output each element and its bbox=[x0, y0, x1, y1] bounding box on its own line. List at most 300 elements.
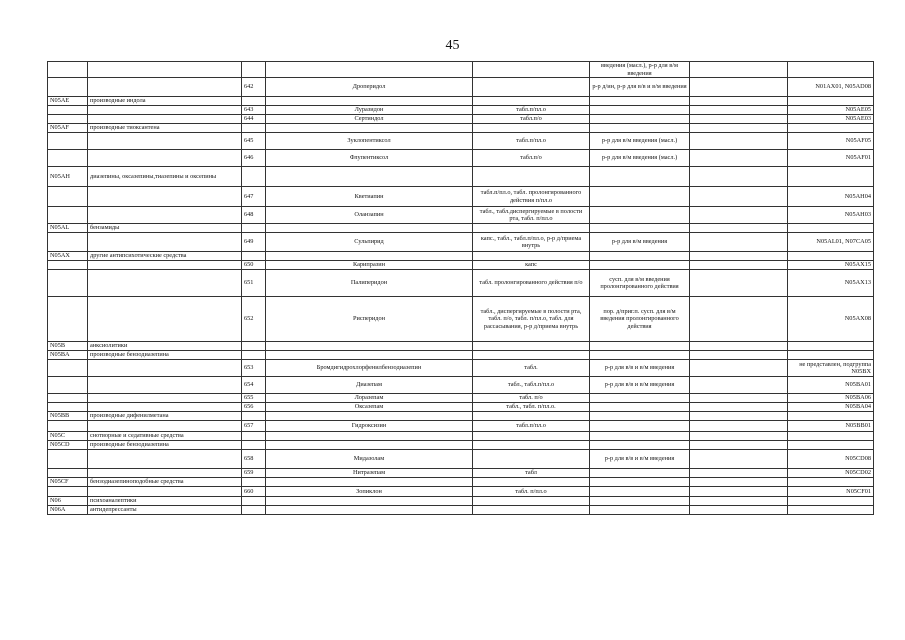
row-number-cell bbox=[242, 97, 266, 106]
group-name-cell: производные бензодиазепина bbox=[88, 441, 242, 450]
group-name-cell: бензодиазепиноподобные средства bbox=[88, 478, 242, 487]
row-number-cell bbox=[242, 342, 266, 351]
atc-code-cell bbox=[48, 150, 88, 167]
injection-forms-cell bbox=[590, 167, 690, 187]
injection-forms-cell bbox=[590, 441, 690, 450]
atc-code-cell bbox=[48, 487, 88, 497]
atc-code-ref-cell bbox=[788, 432, 874, 441]
injection-forms-cell bbox=[590, 261, 690, 270]
atc-code-cell: N05C bbox=[48, 432, 88, 441]
drug-name-cell: Кветиапин bbox=[266, 187, 473, 207]
extra-cell bbox=[690, 441, 788, 450]
group-name-cell bbox=[88, 421, 242, 432]
drug-name-cell bbox=[266, 167, 473, 187]
group-name-cell bbox=[88, 150, 242, 167]
extra-cell bbox=[690, 252, 788, 261]
group-name-cell: производные дифенилметана bbox=[88, 412, 242, 421]
table-row bbox=[48, 224, 874, 233]
extra-cell bbox=[690, 270, 788, 297]
group-name-cell bbox=[88, 394, 242, 403]
dosage-forms-cell bbox=[473, 252, 590, 261]
extra-cell bbox=[690, 133, 788, 150]
drug-name-cell: Лоразепам bbox=[266, 394, 473, 403]
drug-name-cell bbox=[266, 441, 473, 450]
drug-name-cell: Флупентиксол bbox=[266, 150, 473, 167]
atc-code-cell: N05AF bbox=[48, 124, 88, 133]
drug-name-cell bbox=[266, 97, 473, 106]
atc-code-cell: N05AH bbox=[48, 167, 88, 187]
row-number-cell bbox=[242, 351, 266, 360]
drug-name-cell bbox=[266, 62, 473, 78]
dosage-forms-cell bbox=[473, 478, 590, 487]
atc-code-ref-cell: N05AX08 bbox=[788, 297, 874, 342]
table-row bbox=[48, 133, 874, 150]
injection-forms-cell: р-р для в/в и в/м введения bbox=[590, 450, 690, 469]
atc-code-cell bbox=[48, 261, 88, 270]
extra-cell bbox=[690, 261, 788, 270]
drug-name-cell bbox=[266, 342, 473, 351]
row-number-cell bbox=[242, 432, 266, 441]
row-number-cell: 652 bbox=[242, 297, 266, 342]
atc-code-cell bbox=[48, 421, 88, 432]
atc-code-cell bbox=[48, 187, 88, 207]
dosage-forms-cell bbox=[473, 497, 590, 506]
group-name-cell: анксиолитики bbox=[88, 342, 242, 351]
drug-name-cell: Сульпирид bbox=[266, 233, 473, 252]
dosage-forms-cell bbox=[473, 62, 590, 78]
dosage-forms-cell: капс bbox=[473, 261, 590, 270]
atc-code-cell: N05CF bbox=[48, 478, 88, 487]
extra-cell bbox=[690, 497, 788, 506]
row-number-cell: 645 bbox=[242, 133, 266, 150]
table-row bbox=[48, 469, 874, 478]
group-name-cell bbox=[88, 469, 242, 478]
atc-code-ref-cell bbox=[788, 497, 874, 506]
dosage-forms-cell: табл.п/о bbox=[473, 115, 590, 124]
injection-forms-cell: сусп. для в/м введения пролонгированного действия bbox=[590, 270, 690, 297]
atc-code-cell: N06A bbox=[48, 506, 88, 515]
atc-code-ref-cell: N05BA06 bbox=[788, 394, 874, 403]
group-name-cell bbox=[88, 261, 242, 270]
extra-cell bbox=[690, 487, 788, 497]
row-number-cell: 660 bbox=[242, 487, 266, 497]
atc-code-ref-cell: не представлен, подгруппа N05BX bbox=[788, 360, 874, 377]
table-row bbox=[48, 115, 874, 124]
drug-name-cell bbox=[266, 224, 473, 233]
extra-cell bbox=[690, 187, 788, 207]
injection-forms-cell bbox=[590, 342, 690, 351]
injection-forms-cell: р-р для в/м введения (масл.) bbox=[590, 150, 690, 167]
atc-code-ref-cell bbox=[788, 252, 874, 261]
dosage-forms-cell bbox=[473, 224, 590, 233]
table-row bbox=[48, 297, 874, 342]
drug-table bbox=[47, 61, 874, 515]
group-name-cell: бензамиды bbox=[88, 224, 242, 233]
table-body bbox=[48, 62, 874, 515]
drug-name-cell bbox=[266, 412, 473, 421]
table-row bbox=[48, 106, 874, 115]
row-number-cell bbox=[242, 497, 266, 506]
injection-forms-cell bbox=[590, 252, 690, 261]
table-row bbox=[48, 150, 874, 167]
dosage-forms-cell: табл bbox=[473, 469, 590, 478]
injection-forms-cell bbox=[590, 412, 690, 421]
extra-cell bbox=[690, 360, 788, 377]
table-row bbox=[48, 412, 874, 421]
table-row bbox=[48, 207, 874, 224]
dosage-forms-cell bbox=[473, 97, 590, 106]
dosage-forms-cell bbox=[473, 351, 590, 360]
atc-code-ref-cell bbox=[788, 167, 874, 187]
atc-code-cell bbox=[48, 377, 88, 394]
injection-forms-cell bbox=[590, 506, 690, 515]
injection-forms-cell bbox=[590, 497, 690, 506]
group-name-cell bbox=[88, 115, 242, 124]
row-number-cell: 648 bbox=[242, 207, 266, 224]
row-number-cell: 654 bbox=[242, 377, 266, 394]
injection-forms-cell bbox=[590, 97, 690, 106]
atc-code-ref-cell: N05BA04 bbox=[788, 403, 874, 412]
table-row bbox=[48, 252, 874, 261]
table-row bbox=[48, 506, 874, 515]
extra-cell bbox=[690, 78, 788, 97]
table-row bbox=[48, 432, 874, 441]
drug-name-cell: Сертиндол bbox=[266, 115, 473, 124]
atc-code-ref-cell: N05AE03 bbox=[788, 115, 874, 124]
drug-name-cell bbox=[266, 432, 473, 441]
dosage-forms-cell: капс., табл., табл.п/пл.о, р-р д/приема внутрь bbox=[473, 233, 590, 252]
table-row bbox=[48, 62, 874, 78]
atc-code-cell bbox=[48, 133, 88, 150]
group-name-cell: производные индола bbox=[88, 97, 242, 106]
drug-name-cell: Гидроксизин bbox=[266, 421, 473, 432]
dosage-forms-cell: табл., табл. п/пл.о. bbox=[473, 403, 590, 412]
atc-code-cell: N05BA bbox=[48, 351, 88, 360]
drug-name-cell: Оланзапин bbox=[266, 207, 473, 224]
extra-cell bbox=[690, 421, 788, 432]
group-name-cell: антидепрессанты bbox=[88, 506, 242, 515]
atc-code-cell bbox=[48, 450, 88, 469]
row-number-cell: 646 bbox=[242, 150, 266, 167]
atc-code-ref-cell bbox=[788, 124, 874, 133]
dosage-forms-cell: табл. п/о bbox=[473, 394, 590, 403]
row-number-cell bbox=[242, 506, 266, 515]
row-number-cell: 657 bbox=[242, 421, 266, 432]
injection-forms-cell bbox=[590, 106, 690, 115]
atc-code-ref-cell bbox=[788, 351, 874, 360]
group-name-cell bbox=[88, 106, 242, 115]
row-number-cell: 651 bbox=[242, 270, 266, 297]
table-row bbox=[48, 78, 874, 97]
dosage-forms-cell bbox=[473, 167, 590, 187]
dosage-forms-cell: табл.п/пл.о bbox=[473, 421, 590, 432]
group-name-cell bbox=[88, 360, 242, 377]
injection-forms-cell: р-р для в/м введения (масл.) bbox=[590, 133, 690, 150]
injection-forms-cell bbox=[590, 394, 690, 403]
table-row bbox=[48, 270, 874, 297]
atc-code-cell bbox=[48, 62, 88, 78]
extra-cell bbox=[690, 469, 788, 478]
extra-cell bbox=[690, 233, 788, 252]
group-name-cell bbox=[88, 377, 242, 394]
atc-code-ref-cell: N05AL01, N07CA05 bbox=[788, 233, 874, 252]
extra-cell bbox=[690, 342, 788, 351]
drug-name-cell: Карипразин bbox=[266, 261, 473, 270]
group-name-cell: снотворные и седативные средства bbox=[88, 432, 242, 441]
extra-cell bbox=[690, 394, 788, 403]
dosage-forms-cell bbox=[473, 450, 590, 469]
extra-cell bbox=[690, 167, 788, 187]
table-row bbox=[48, 187, 874, 207]
dosage-forms-cell bbox=[473, 432, 590, 441]
dosage-forms-cell bbox=[473, 342, 590, 351]
atc-code-ref-cell: N05AH04 bbox=[788, 187, 874, 207]
extra-cell bbox=[690, 207, 788, 224]
row-number-cell: 647 bbox=[242, 187, 266, 207]
injection-forms-cell bbox=[590, 187, 690, 207]
row-number-cell: 653 bbox=[242, 360, 266, 377]
extra-cell bbox=[690, 478, 788, 487]
extra-cell bbox=[690, 124, 788, 133]
dosage-forms-cell: табл.п/пл.о, табл. пролонгированного действия п/пл.о bbox=[473, 187, 590, 207]
table-row bbox=[48, 487, 874, 497]
extra-cell bbox=[690, 62, 788, 78]
atc-code-cell: N05BB bbox=[48, 412, 88, 421]
extra-cell bbox=[690, 115, 788, 124]
extra-cell bbox=[690, 506, 788, 515]
group-name-cell bbox=[88, 233, 242, 252]
group-name-cell: производные бензодиазепина bbox=[88, 351, 242, 360]
dosage-forms-cell: табл. bbox=[473, 360, 590, 377]
group-name-cell bbox=[88, 270, 242, 297]
table-row bbox=[48, 394, 874, 403]
drug-name-cell bbox=[266, 351, 473, 360]
atc-code-ref-cell: N05AF05 bbox=[788, 133, 874, 150]
injection-forms-cell bbox=[590, 421, 690, 432]
row-number-cell bbox=[242, 478, 266, 487]
injection-forms-cell bbox=[590, 124, 690, 133]
atc-code-ref-cell: N01AX01, N05AD08 bbox=[788, 78, 874, 97]
injection-forms-cell bbox=[590, 207, 690, 224]
row-number-cell: 659 bbox=[242, 469, 266, 478]
drug-name-cell: Нитразепам bbox=[266, 469, 473, 478]
dosage-forms-cell: табл., табл.диспергируемые в полости рта, табл. п/пл.о bbox=[473, 207, 590, 224]
atc-code-ref-cell: N05AF01 bbox=[788, 150, 874, 167]
row-number-cell: 643 bbox=[242, 106, 266, 115]
atc-code-ref-cell: N05AX13 bbox=[788, 270, 874, 297]
table-row bbox=[48, 478, 874, 487]
extra-cell bbox=[690, 412, 788, 421]
extra-cell bbox=[690, 297, 788, 342]
injection-forms-cell bbox=[590, 224, 690, 233]
group-name-cell: психоаналептики bbox=[88, 497, 242, 506]
atc-code-cell bbox=[48, 106, 88, 115]
dosage-forms-cell: табл., табл.п/пл.о bbox=[473, 377, 590, 394]
row-number-cell: 655 bbox=[242, 394, 266, 403]
atc-code-ref-cell: N05CD08 bbox=[788, 450, 874, 469]
dosage-forms-cell bbox=[473, 124, 590, 133]
dosage-forms-cell: табл.п/о bbox=[473, 150, 590, 167]
group-name-cell bbox=[88, 187, 242, 207]
table-row bbox=[48, 421, 874, 432]
group-name-cell bbox=[88, 62, 242, 78]
row-number-cell: 656 bbox=[242, 403, 266, 412]
table-row bbox=[48, 450, 874, 469]
group-name-cell bbox=[88, 133, 242, 150]
row-number-cell: 658 bbox=[242, 450, 266, 469]
extra-cell bbox=[690, 351, 788, 360]
atc-code-ref-cell: N05BB01 bbox=[788, 421, 874, 432]
dosage-forms-cell bbox=[473, 78, 590, 97]
atc-code-cell: N05AX bbox=[48, 252, 88, 261]
dosage-forms-cell: табл. пролонгированного действия п/о bbox=[473, 270, 590, 297]
injection-forms-cell: введения (масл.), р-р для в/м введения bbox=[590, 62, 690, 78]
group-name-cell: производные тиоксантена bbox=[88, 124, 242, 133]
row-number-cell bbox=[242, 124, 266, 133]
dosage-forms-cell: табл.п/пл.о bbox=[473, 106, 590, 115]
dosage-forms-cell: табл. п/пл.о bbox=[473, 487, 590, 497]
injection-forms-cell bbox=[590, 469, 690, 478]
table-row bbox=[48, 261, 874, 270]
row-number-cell bbox=[242, 412, 266, 421]
atc-code-cell bbox=[48, 233, 88, 252]
atc-code-cell bbox=[48, 78, 88, 97]
injection-forms-cell: р-р д/ин, р-р для в/в и в/м введения bbox=[590, 78, 690, 97]
atc-code-ref-cell bbox=[788, 224, 874, 233]
table-row bbox=[48, 497, 874, 506]
atc-code-cell: N05B bbox=[48, 342, 88, 351]
table-row bbox=[48, 360, 874, 377]
atc-code-ref-cell bbox=[788, 506, 874, 515]
atc-code-cell: N06 bbox=[48, 497, 88, 506]
drug-name-cell: Бромдигидрохлорфенилбензодиазепин bbox=[266, 360, 473, 377]
table-row bbox=[48, 124, 874, 133]
injection-forms-cell bbox=[590, 478, 690, 487]
extra-cell bbox=[690, 403, 788, 412]
row-number-cell bbox=[242, 224, 266, 233]
atc-code-cell bbox=[48, 207, 88, 224]
table-row bbox=[48, 97, 874, 106]
injection-forms-cell: пор. д/приг.п. сусп. для в/м введения пролонгированного действия bbox=[590, 297, 690, 342]
atc-code-cell: N05AE bbox=[48, 97, 88, 106]
table-row bbox=[48, 377, 874, 394]
dosage-forms-cell bbox=[473, 412, 590, 421]
drug-name-cell bbox=[266, 497, 473, 506]
drug-name-cell: Диазепам bbox=[266, 377, 473, 394]
group-name-cell: другие антипсихотические средства bbox=[88, 252, 242, 261]
extra-cell bbox=[690, 432, 788, 441]
dosage-forms-cell bbox=[473, 506, 590, 515]
drug-name-cell bbox=[266, 252, 473, 261]
extra-cell bbox=[690, 377, 788, 394]
atc-code-cell bbox=[48, 394, 88, 403]
extra-cell bbox=[690, 224, 788, 233]
drug-name-cell: Оксазепам bbox=[266, 403, 473, 412]
drug-name-cell: Луразидон bbox=[266, 106, 473, 115]
page-number: 45 bbox=[445, 38, 460, 53]
group-name-cell: диазепины, оксазепины,тиазепины и оксепины bbox=[88, 167, 242, 187]
atc-code-ref-cell: N05BA01 bbox=[788, 377, 874, 394]
atc-code-ref-cell: N05AH03 bbox=[788, 207, 874, 224]
group-name-cell bbox=[88, 487, 242, 497]
extra-cell bbox=[690, 150, 788, 167]
atc-code-ref-cell bbox=[788, 97, 874, 106]
atc-code-ref-cell bbox=[788, 412, 874, 421]
row-number-cell bbox=[242, 441, 266, 450]
atc-code-ref-cell: N05CF01 bbox=[788, 487, 874, 497]
injection-forms-cell bbox=[590, 403, 690, 412]
table-row bbox=[48, 233, 874, 252]
drug-name-cell: Мидазолам bbox=[266, 450, 473, 469]
drug-name-cell: Рисперидон bbox=[266, 297, 473, 342]
injection-forms-cell bbox=[590, 487, 690, 497]
atc-code-cell bbox=[48, 270, 88, 297]
atc-code-ref-cell: N05AE05 bbox=[788, 106, 874, 115]
atc-code-ref-cell bbox=[788, 478, 874, 487]
injection-forms-cell: р-р для в/в и в/м введения bbox=[590, 360, 690, 377]
row-number-cell: 650 bbox=[242, 261, 266, 270]
dosage-forms-cell bbox=[473, 441, 590, 450]
injection-forms-cell bbox=[590, 351, 690, 360]
atc-code-cell bbox=[48, 403, 88, 412]
drug-name-cell bbox=[266, 506, 473, 515]
row-number-cell bbox=[242, 252, 266, 261]
table-row bbox=[48, 342, 874, 351]
dosage-forms-cell: табл., диспергируемые в полости рта, табл. п/о, табл. п/пл.о, табл. для рассасывания, р-р д/приема внутрь bbox=[473, 297, 590, 342]
table-row bbox=[48, 441, 874, 450]
group-name-cell bbox=[88, 297, 242, 342]
atc-code-cell: N05CD bbox=[48, 441, 88, 450]
group-name-cell bbox=[88, 78, 242, 97]
atc-code-cell bbox=[48, 297, 88, 342]
group-name-cell bbox=[88, 207, 242, 224]
atc-code-ref-cell bbox=[788, 441, 874, 450]
atc-code-cell bbox=[48, 115, 88, 124]
table-row bbox=[48, 167, 874, 187]
drug-name-cell: Зуклопентиксол bbox=[266, 133, 473, 150]
injection-forms-cell bbox=[590, 432, 690, 441]
drug-name-cell bbox=[266, 478, 473, 487]
drug-name-cell: Дроперидол bbox=[266, 78, 473, 97]
drug-name-cell: Зопиклон bbox=[266, 487, 473, 497]
injection-forms-cell: р-р для в/м введения bbox=[590, 233, 690, 252]
row-number-cell: 649 bbox=[242, 233, 266, 252]
injection-forms-cell: р-р для в/в и в/м введения bbox=[590, 377, 690, 394]
row-number-cell: 644 bbox=[242, 115, 266, 124]
dosage-forms-cell: табл.п/пл.о bbox=[473, 133, 590, 150]
table-row bbox=[48, 403, 874, 412]
atc-code-cell bbox=[48, 360, 88, 377]
atc-code-cell bbox=[48, 469, 88, 478]
row-number-cell bbox=[242, 62, 266, 78]
extra-cell bbox=[690, 106, 788, 115]
atc-code-cell: N05AL bbox=[48, 224, 88, 233]
atc-code-ref-cell: N05AX15 bbox=[788, 261, 874, 270]
injection-forms-cell bbox=[590, 115, 690, 124]
drug-name-cell bbox=[266, 124, 473, 133]
drug-name-cell: Палиперидон bbox=[266, 270, 473, 297]
atc-code-ref-cell bbox=[788, 62, 874, 78]
extra-cell bbox=[690, 97, 788, 106]
group-name-cell bbox=[88, 450, 242, 469]
table-row bbox=[48, 351, 874, 360]
row-number-cell: 642 bbox=[242, 78, 266, 97]
extra-cell bbox=[690, 450, 788, 469]
row-number-cell bbox=[242, 167, 266, 187]
atc-code-ref-cell: N05CD02 bbox=[788, 469, 874, 478]
group-name-cell bbox=[88, 403, 242, 412]
atc-code-ref-cell bbox=[788, 342, 874, 351]
